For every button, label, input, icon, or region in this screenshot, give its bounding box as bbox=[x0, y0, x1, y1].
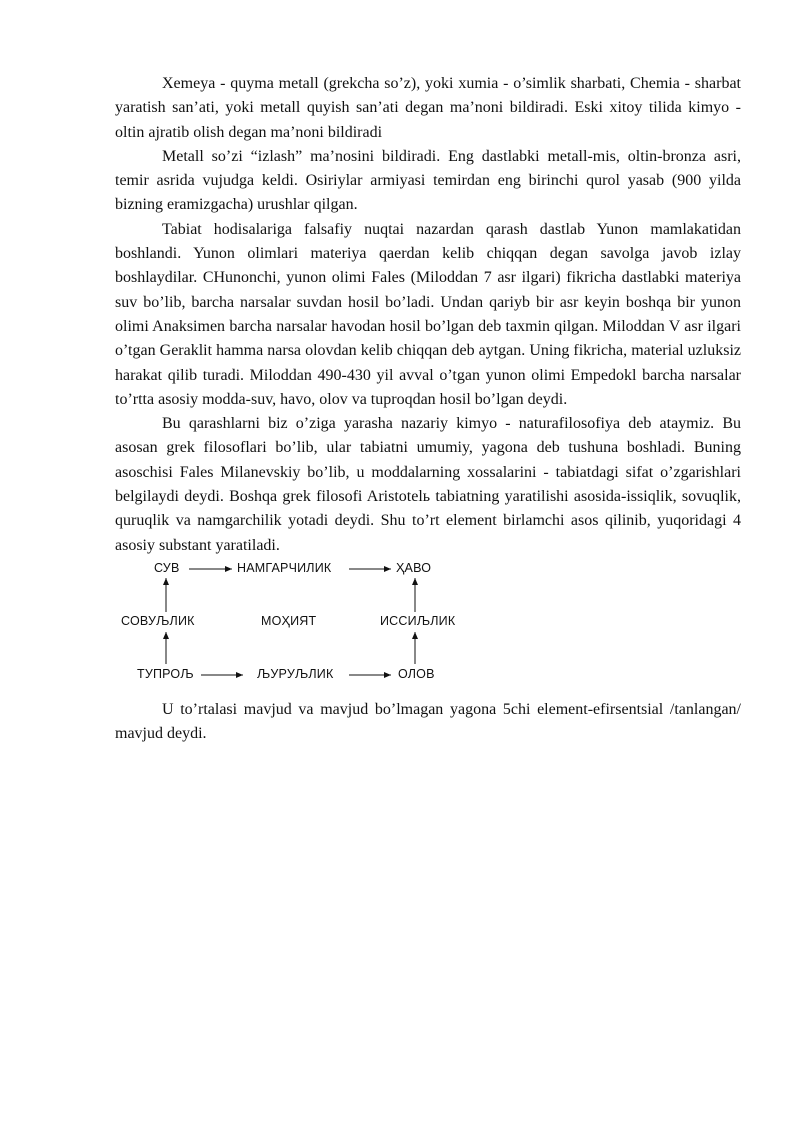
node-quruqlik: ЉУРУЉЛИК bbox=[257, 666, 334, 681]
node-suv: СУВ bbox=[154, 560, 180, 575]
node-mohiyat: МОҲИЯТ bbox=[261, 613, 317, 628]
node-olov: ОЛОВ bbox=[398, 666, 435, 681]
node-tuproq: ТУПРОЉ bbox=[137, 666, 194, 681]
document-page bbox=[115, 72, 741, 747]
paragraph-3: Tabiat hodisalariga falsafiy nuqtai nazardan qarash dastlab Yunon mamlakatidan boshlandi. Yunon olimlari materiya qaerdan kelib chiqqan degan savolga javob izlay boshlaydilar. CHunonchi, yunon olimi Fales (Miloddan 7 asr ilgari) fikricha dastlabki materiya suv bo’lib, barcha narsalar suvdan hosil bo’ladi. Undan qariyb bir asr keyin boshqa bir yunon olimi Anaksimen barcha narsalar havodan hosil bo’lgan deb taxmin qilgan. Miloddan V asr ilgari o’tgan Geraklit hamma narsa olovdan kelib chiqqan deb aytgan. Uning fikricha, material uzluksiz harakat qilib turadi. Miloddan 490-430 yil avval o’tgan yunon olimi Empedokl barcha narsalar to’rtta asosiy modda-suv, havo, olov va tuproqdan hosil bo’lgan deydi. bbox=[115, 220, 741, 408]
paragraph-1: Xemeya - quyma metall (grekcha so’z), yoki xumia - o’simlik sharbati, Chemia - sharbat yaratish san’ati, yoki metall quyish san’ati degan ma’noni bildiradi. Eski xitoy tilida kimyo - oltin ajratib olish degan ma’noni bildiradi bbox=[115, 75, 741, 141]
node-sovuqlik: СОВУЉЛИК bbox=[121, 613, 195, 628]
paragraph-closing: U to’rtalasi mavjud va mavjud bo’lmagan yagona 5chi element-efirsentsial /tanlangan/ mavjud deydi. bbox=[115, 700, 741, 743]
paragraph-4: Bu qarashlarni biz o’ziga yarasha nazariy kimyo - naturafilosofiya deb ataymiz. Bu asosan grek filosoflari bo’lib, ular tabiatni umumiy, yagona deb tushuna boshladi. Buning asoschisi Fales Milanevskiy bo’lib, u moddalarning xossalarini - tabiatdagi sifat o’zgarishlari belgilaydi deydi. Boshqa grek filosofi Aristotelь tabiatning yaratilishi asosida-issiqlik, sovuqlik, quruqlik va namgarchilik yotadi deydi. Shu to’rt element birlamchi asos qilinib, yuqoridagi 4 asosiy substant yaratiladi. bbox=[115, 415, 741, 554]
node-namgarchilik: НАМГАРЧИЛИК bbox=[237, 560, 332, 575]
paragraph-2: Metall so’zi “izlash” ma’nosini bildiradi. Eng dastlabki metall-mis, oltin-bronza asri, temir asrida vujudga keldi. Osiriylar armiyasi temirdan eng birinchi qurol yasab (900 yilda bizning eramizgacha) urushlar qilgan. bbox=[115, 147, 741, 214]
node-havo: ҲАВО bbox=[396, 560, 432, 575]
node-issiqlik: ИССИЉЛИК bbox=[380, 613, 456, 628]
elements-diagram bbox=[115, 558, 741, 698]
